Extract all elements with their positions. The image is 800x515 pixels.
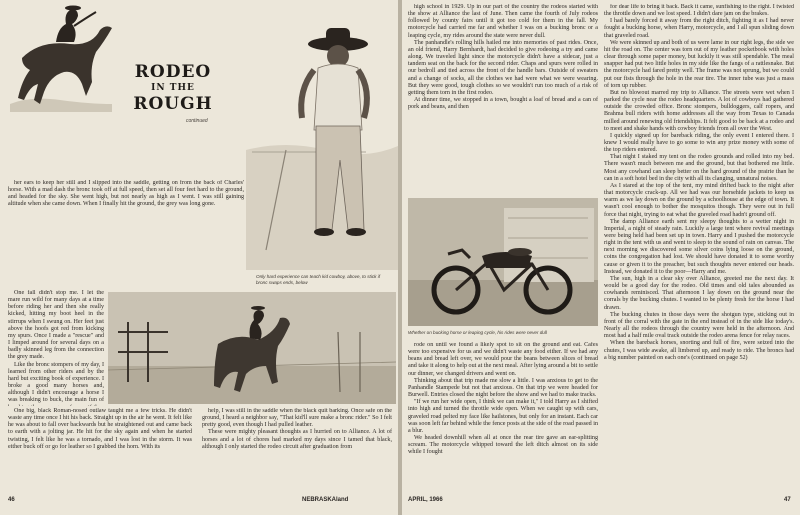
paragraph: for dear life to bring it back. Back it came, sunfishing to the right. I twisted the throttle down and we lost speed. I didn't dare jam on the brakes. — [604, 4, 794, 18]
left-page-column-narrow — [8, 290, 104, 406]
paragraph: rode on until we found a likely spot to sit on the ground and eat. Cafes were too expensive for us and we didn't waste any food either. If we had any beans and bread left over, we would pour the beans between slices of bread and take it along to help out at the next meal. After lying around a bit to settle our dinner, we changed drivers and went on. — [408, 342, 598, 377]
right-page-column-1-top — [408, 4, 598, 192]
paragraph: At dinner time, we stopped in a town, bought a loaf of bread and a can of pork and beans, and then — [408, 97, 598, 111]
title-line-2: IN THE — [151, 83, 195, 93]
page-number-left: 46 — [8, 497, 15, 503]
paragraph: Like the bronc stompers of my day, I learned from other riders and by the hard but exciting book of experience. I broke a good many horses and, although I didn't encourage a horse I was breaking to buck, the main fun of — [8, 361, 104, 404]
paragraph: The bucking chutes in those days were the shotgun type, sticking out in front of the corral with the gate in the end instead of in the side like today's. Nearly all the rodeos through the country were held in the afternoon. And most had a half mile oval track outside the rodeo arena fence for relay races. — [604, 311, 794, 340]
paragraph: The damp Alliance earth sent my sleepy thoughts to a wetter night in Imperial, a night of steady rain. Luckily a large tent where revival meetings were being held had been set up in town. Harry and I pushed the motorcycle right in the tent with us and went to sleep to the sound of rain on canvas. The next morning we discovered some silver coins lying loose on the ground, coins the congregation had lost. We should have donated it to some worthy cause or given it to the preacher, but such thoughts never entered our heads. Instead, we donated it to the poor—Harry and me. — [604, 218, 794, 275]
bronc-swap-photo — [108, 292, 396, 404]
paragraph: her ears to keep her still and I slipped into the saddle, getting on from the back of Charles' horse. With a mad dash the bronc took off at full speed, then set all four feet hard to the ground, and headed for the sky. She went high, but not nearly as high as I went. I was still gaining altitude when she came down. When I finally hit the ground, the grey was long gone. — [8, 180, 244, 208]
right-page — [402, 0, 800, 515]
continued-label: continued — [186, 118, 208, 124]
motorcycle-illustration — [408, 198, 598, 326]
left-page-bottom-column-1 — [8, 408, 192, 494]
paragraph: I quickly signed up for bareback riding, the only event I entered there. I knew I would really have to go some to win any prize money with some of the top riders entered. — [604, 132, 794, 154]
right-page-column-2 — [604, 4, 794, 494]
bronc-swap-illustration — [108, 292, 396, 404]
right-page-column-1-bottom — [408, 342, 598, 494]
paragraph: That night I staked my tent on the rodeo grounds and rolled into my bed. There wasn't much between me and the ground, but that bothered me little. Most any cowhand can sleep better on the hard ground of the prairie than he can in a soft hotel bed in the city with all its clanging, unnatural noises. — [604, 154, 794, 182]
paragraph: One fall didn't stop me. I let the mare run wild for many days at a time before riding her and then she really kicked, hitting my boot heel in the stirrups when I swung on. Her feet just above the hoofs got red from kicking my spurs. Once I made a "rescue" and I limped around for several days on a badly skinned leg from the connection the grey made. — [8, 290, 104, 361]
paragraph: help, I was still in the saddle when the black quit barking. Once safe on the ground, I heard a neighbor say, "That kid'll sure make a bronc rider." So I felt pretty good, even though I had pulled leather. — [202, 408, 392, 429]
paragraph: The sun, high in a clear sky over Alliance, greeted me the next day. It would be a good day for the rodeo. Old times and old tales abounded as cowhands reminisced. That afternoon I lay down on the ground near the corrals by the bucking chutes. I wanted to be plenty fresh for the horse I had drawn. — [604, 275, 794, 311]
motorcycle-photo — [408, 198, 598, 326]
paragraph: "If we run her wide open, I think we can make it," I told Harry as I shifted into high and turned the throttle wide open. When we caught up with cars, graveled road pelted my face like hailstones, but only for an instant. Each car was soon left far behind while the fence posts at the side of the road passed in a blur. — [408, 399, 598, 434]
paragraph: One big, black Roman-nosed outlaw taught me a few tricks. He didn't waste any time once I hit his back. Straight up in the air he went. It felt like he was about to fall over backwards but he straightened out and came back to earth with a jolting jar. He hit for the sky again and when he started twisting, I felt like he was a tornado, and I was lost in the storm. It was either buck off or go for leather so I grabbed the horn. With its — [8, 408, 192, 450]
paragraph: We were skinned up and both of us were lame in our right legs, the side we hit the road on. The center was torn out of my leather pocketbook with holes clear through some paper money, but luckily it was still spendable. The meal snapper had put two little holes in my side like the fangs of a rattlesnake. But the motorcycle had fared pretty well. The frame was not sprung, but we could put our fists through the hole in the rear tire. The inner tube was just a mass of torn up rubber. — [604, 39, 794, 89]
kid-cowboy-illustration — [246, 0, 398, 270]
title-line-1: RODEO — [134, 62, 212, 82]
title-line-3: ROUGH — [133, 94, 213, 114]
paragraph: I had barely forced it away from the right ditch, fighting it as I had never fought a bucking horse, when Harry, motorcycle, and I all spun sliding down that graveled road. — [604, 18, 794, 39]
paragraph: These were mighty pleasant thoughts as I hurried on to Alliance. A lot of horses and a lot of chores had marked my days since I tamed that black, although I only started the rodeo circuit after graduation from — [202, 429, 392, 450]
motorcycle-photo-caption: Whether on bucking horse or leaping cycle, his rides were never dull — [408, 330, 547, 335]
kid-cowboy-photo — [246, 0, 398, 270]
issue-date: APRIL, 1966 — [408, 497, 443, 503]
paragraph: When the bareback horses, snorting and full of fire, were seized into the chutes, I was wide awake, all limbered up, and ready to ride. The broncs had a big number painted on each one's (continued on page 52) — [604, 340, 794, 361]
page-number-right: 47 — [784, 497, 791, 503]
paragraph: high school in 1929. Up in our part of the country the rodeos started with the show at Alliance the last of June. Then came the fourth of July rodeos followed by county fairs until it got too cold for them in the fall. My motorcycle had carried me far and whether I was on a bucking bronc or a leaping cycle, my rides around the state were never dull. — [408, 4, 598, 39]
cowboy-photo-caption: Only hard experience can teach kid cowboy, above, to stick if bronc swaps ends, below — [256, 274, 381, 285]
bronc-rider-illustration — [0, 0, 118, 112]
article-title — [118, 62, 228, 114]
paragraph: The panhandle's rolling hills hailed me into memories of past rides. Once, an old friend, Harry Bernhardt, had decided to give rodeoing a try and came along. We traveled light since the motorcycle didn't have a sidecar, just a tandem seat on the back for the second rider. Chaps and spurs were rolled in our bedroll and tied across the front of the handle bars. Outside of sweaters and a change of socks, all the clothes we had were what we were wearing. But they were good, tough clothes so we wouldn't run too much of a risk of getting them torn in the first rodeo. — [408, 39, 598, 96]
left-page — [0, 0, 398, 515]
paragraph: But no blowout marred my trip to Alliance. The streets were wet when I parked the cycle near the rodeo headquarters. A lot of cowboys had gathered outside the crowded office. Bronc stompers, bulldoggers, calf ropers, and Brahma bull riders with home addresses all the way from Texas to Canada milled around renewing old friendships. It felt good to be back at a rodeo and to meet and shake hands with cowboy friends from all over the West. — [604, 89, 794, 132]
left-page-column-upper — [8, 180, 244, 290]
magazine-name: NEBRASKAland — [302, 497, 349, 503]
paragraph: We headed downhill when all at once the rear tire gave an ear-splitting scream. The motorcycle whipped toward the left ditch almost on its side while I fought — [408, 435, 598, 456]
paragraph: As I stared at the top of the tent, my mind drifted back to the night after that motorcycle crack-up. All we had was our horsehide jackets to keep us warm as we lay down on the ground by a schoolhouse at the edge of town. It wasn't cool enough to bother the mosquitos though. They were out in full force that night, trying to eat what the graveled road hadn't ground off. — [604, 182, 794, 218]
bronc-rider-photo-top — [0, 0, 118, 112]
left-page-bottom-column-2 — [202, 408, 392, 494]
paragraph: Thinking about that trip made me slow a little. I was anxious to get to the Panhandle Stampede but not that anxious. On that trip we were headed for Burwell. Entries closed the night before the show and we had to make tracks. — [408, 377, 598, 399]
